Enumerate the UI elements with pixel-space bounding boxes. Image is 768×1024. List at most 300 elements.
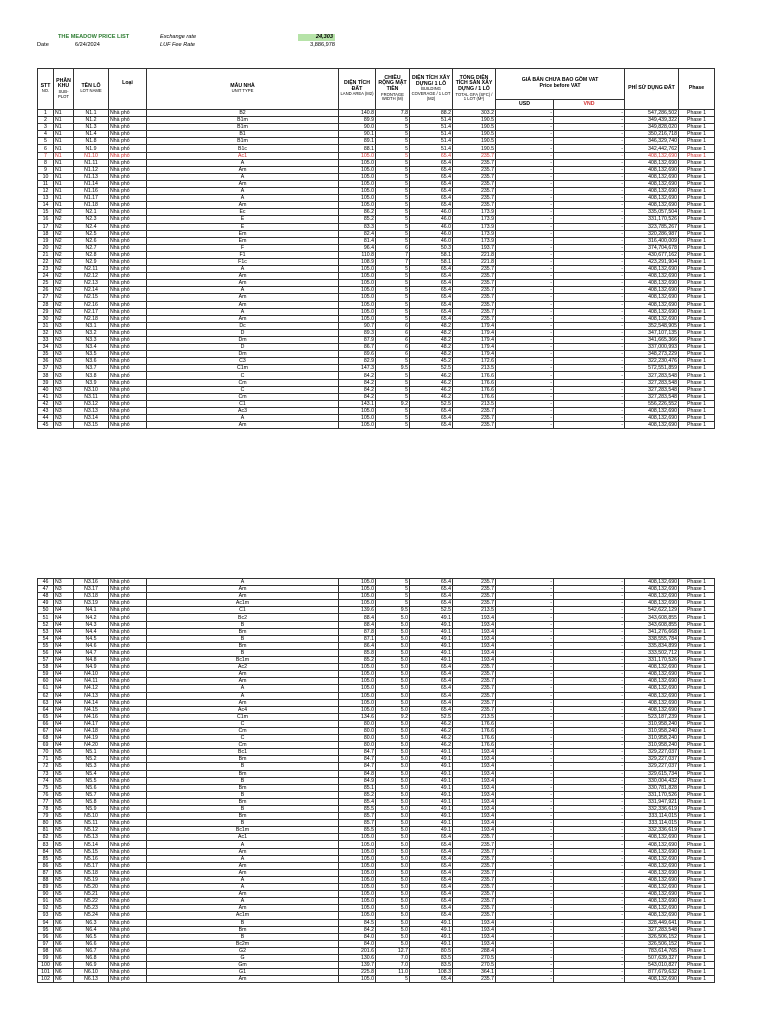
cell-land-fee: 331,170,526 [625,791,679,798]
cell-lot-name: N3.9 [74,379,109,386]
cell-stt: 61 [38,685,54,692]
cell-land-area: 80.0 [339,720,376,727]
table-row [38,131,715,138]
cell-subplot: N5 [54,876,74,883]
cell-coverage: 49.1 [410,649,453,656]
cell-stt: 75 [38,784,54,791]
cell-type: Nhà phố [109,749,147,756]
cell-land-area: 105.0 [339,841,376,848]
cell-subplot: N1 [54,173,74,180]
cell-unit-type: A [147,876,339,883]
cell-land-fee: 408,132,690 [625,166,679,173]
cell-phase: Phase 1 [679,635,715,642]
table-row [38,124,715,131]
cell-subplot: N2 [54,216,74,223]
cell-lot-name: N5.13 [74,834,109,841]
cell-subplot: N5 [54,806,74,813]
cell-price-usd: - [496,848,554,855]
cell-land-fee: 408,132,690 [625,280,679,287]
table-row [38,251,715,258]
cell-lot-name: N4.14 [74,699,109,706]
table-row [38,678,715,685]
cell-subplot: N2 [54,244,74,251]
cell-unit-type: Bc1m [147,827,339,834]
cell-type: Nhà phố [109,962,147,969]
cell-unit-type: Am [147,869,339,876]
cell-land-fee: 327,283,548 [625,379,679,386]
cell-stt: 33 [38,337,54,344]
cell-type: Nhà phố [109,579,147,586]
cell-price-usd: - [496,166,554,173]
cell-unit-type: F [147,244,339,251]
cell-subplot: N3 [54,579,74,586]
cell-phase: Phase 1 [679,266,715,273]
cell-land-fee: 310,958,240 [625,727,679,734]
cell-unit-type: E [147,216,339,223]
cell-land-area: 105.0 [339,422,376,429]
cell-stt: 47 [38,586,54,593]
cell-stt: 70 [38,749,54,756]
cell-unit-type: C [147,386,339,393]
cell-type: Nhà phố [109,827,147,834]
cell-stt: 26 [38,287,54,294]
cell-coverage: 65.4 [410,152,453,159]
col-stt-header: STT NO. [38,69,54,110]
cell-frontage: 5 [376,209,410,216]
cell-land-fee: 523,187,239 [625,713,679,720]
cell-unit-type: A [147,266,339,273]
cell-frontage: 7 [376,251,410,258]
cell-price-vnd: - [554,898,625,905]
cell-phase: Phase 1 [679,628,715,635]
cell-land-fee: 316,400,009 [625,237,679,244]
cell-lot-name: N5.19 [74,876,109,883]
cell-price-usd: - [496,365,554,372]
cell-frontage: 6 [376,322,410,329]
cell-lot-name: N2.14 [74,287,109,294]
cell-gfa: 176.6 [453,735,496,742]
cell-phase: Phase 1 [679,322,715,329]
cell-subplot: N5 [54,834,74,841]
cell-lot-name: N5.20 [74,884,109,891]
cell-subplot: N4 [54,649,74,656]
cell-type: Nhà phố [109,742,147,749]
table-row [38,649,715,656]
cell-coverage: 65.4 [410,287,453,294]
cell-land-area: 130.6 [339,954,376,961]
cell-land-area: 105.0 [339,294,376,301]
cell-lot-name: N2.6 [74,237,109,244]
cell-phase: Phase 1 [679,742,715,749]
cell-phase: Phase 1 [679,962,715,969]
cell-subplot: N4 [54,699,74,706]
cell-type: Nhà phố [109,685,147,692]
cell-gfa: 235.7 [453,600,496,607]
cell-gfa: 193.4 [453,642,496,649]
cell-gfa: 235.7 [453,862,496,869]
cell-price-vnd: - [554,869,625,876]
cell-subplot: N2 [54,266,74,273]
cell-coverage: 45.2 [410,358,453,365]
cell-gfa: 235.7 [453,173,496,180]
cell-type: Nhà phố [109,926,147,933]
cell-land-area: 105.0 [339,593,376,600]
cell-price-usd: - [496,905,554,912]
cell-unit-type: Bc1 [147,749,339,756]
cell-phase: Phase 1 [679,202,715,209]
cell-coverage: 65.4 [410,593,453,600]
cell-subplot: N2 [54,315,74,322]
cell-type: Nhà phố [109,251,147,258]
cell-type: Nhà phố [109,798,147,805]
cell-coverage: 83.5 [410,954,453,961]
cell-phase: Phase 1 [679,664,715,671]
cell-unit-type: Bc1m [147,657,339,664]
cell-subplot: N4 [54,713,74,720]
cell-subplot: N3 [54,358,74,365]
table-row [38,664,715,671]
cell-land-fee: 408,132,690 [625,586,679,593]
cell-lot-name: N4.13 [74,692,109,699]
table-row [38,891,715,898]
cell-price-vnd: - [554,905,625,912]
cell-unit-type: G [147,954,339,961]
cell-coverage: 65.4 [410,905,453,912]
cell-coverage: 46.0 [410,237,453,244]
cell-price-vnd: - [554,926,625,933]
cell-coverage: 49.1 [410,827,453,834]
cell-price-vnd: - [554,379,625,386]
cell-price-usd: - [496,699,554,706]
cell-coverage: 65.4 [410,301,453,308]
cell-lot-name: N5.9 [74,806,109,813]
cell-land-area: 80.0 [339,727,376,734]
cell-price-vnd: - [554,962,625,969]
cell-phase: Phase 1 [679,223,715,230]
cell-coverage: 49.1 [410,798,453,805]
cell-stt: 83 [38,841,54,848]
cell-unit-type: A [147,685,339,692]
cell-price-vnd: - [554,742,625,749]
table-row [38,230,715,237]
cell-subplot: N4 [54,685,74,692]
cell-price-usd: - [496,244,554,251]
cell-subplot: N4 [54,614,74,621]
cell-price-vnd: - [554,365,625,372]
cell-frontage: 5.0 [376,628,410,635]
cell-price-usd: - [496,308,554,315]
cell-unit-type: Ec [147,209,339,216]
cell-coverage: 49.1 [410,642,453,649]
cell-coverage: 65.4 [410,173,453,180]
cell-unit-type: G1 [147,969,339,976]
cell-price-usd: - [496,678,554,685]
cell-lot-name: N5.2 [74,756,109,763]
cell-coverage: 46.2 [410,379,453,386]
cell-price-usd: - [496,152,554,159]
cell-lot-name: N2.13 [74,280,109,287]
cell-coverage: 46.2 [410,742,453,749]
cell-phase: Phase 1 [679,876,715,883]
cell-land-fee: 408,132,690 [625,862,679,869]
cell-gfa: 221.8 [453,258,496,265]
cell-frontage: 5.0 [376,869,410,876]
cell-gfa: 193.4 [453,749,496,756]
cell-lot-name: N5.24 [74,912,109,919]
cell-coverage: 58.1 [410,251,453,258]
cell-price-vnd: - [554,671,625,678]
cell-gfa: 193.4 [453,621,496,628]
cell-lot-name: N2.18 [74,315,109,322]
cell-price-usd: - [496,763,554,770]
cell-phase: Phase 1 [679,905,715,912]
cell-type: Nhà phố [109,607,147,614]
cell-price-vnd: - [554,280,625,287]
cell-unit-type: C [147,735,339,742]
cell-gfa: 193.4 [453,763,496,770]
cell-land-fee: 408,132,690 [625,415,679,422]
cell-land-area: 105.0 [339,848,376,855]
cell-land-fee: 783,614,765 [625,947,679,954]
cell-price-vnd: - [554,180,625,187]
cell-stt: 45 [38,422,54,429]
cell-land-area: 139.6 [339,607,376,614]
table-row [38,862,715,869]
cell-coverage: 65.4 [410,678,453,685]
cell-stt: 4 [38,131,54,138]
cell-phase: Phase 1 [679,976,715,983]
cell-price-usd: - [496,344,554,351]
cell-frontage: 5.0 [376,685,410,692]
cell-lot-name: N2.9 [74,258,109,265]
cell-frontage: 6 [376,351,410,358]
cell-price-vnd: - [554,415,625,422]
cell-gfa: 235.7 [453,152,496,159]
table-row [38,365,715,372]
exchange-rate-label: Exchange rate [160,34,197,40]
cell-price-vnd: - [554,301,625,308]
cell-phase: Phase 1 [679,110,715,117]
cell-price-usd: - [496,777,554,784]
cell-frontage: 5.0 [376,614,410,621]
cell-lot-name: N4.7 [74,649,109,656]
cell-frontage: 5 [376,188,410,195]
cell-land-fee: 408,132,690 [625,159,679,166]
cell-phase: Phase 1 [679,720,715,727]
cell-price-usd: - [496,834,554,841]
cell-lot-name: N5.3 [74,763,109,770]
cell-phase: Phase 1 [679,138,715,145]
cell-lot-name: N4.17 [74,720,109,727]
cell-price-usd: - [496,159,554,166]
table-row [38,216,715,223]
cell-coverage: 83.5 [410,962,453,969]
col-phase-header: Phase [679,69,715,110]
cell-gfa: 235.7 [453,422,496,429]
cell-land-area: 105.0 [339,692,376,699]
cell-stt: 30 [38,315,54,322]
cell-subplot: N5 [54,784,74,791]
cell-coverage: 65.4 [410,834,453,841]
cell-land-area: 84.9 [339,777,376,784]
cell-phase: Phase 1 [679,393,715,400]
cell-coverage: 65.4 [410,685,453,692]
cell-coverage: 46.0 [410,223,453,230]
cell-lot-name: N3.6 [74,358,109,365]
cell-land-fee: 330,781,828 [625,784,679,791]
cell-phase: Phase 1 [679,407,715,414]
cell-phase: Phase 1 [679,301,715,308]
cell-unit-type: Ac3 [147,407,339,414]
table-row [38,329,715,336]
table-row [38,301,715,308]
cell-type: Nhà phố [109,614,147,621]
cell-phase: Phase 1 [679,706,715,713]
table-row [38,784,715,791]
cell-subplot: N4 [54,607,74,614]
cell-subplot: N5 [54,898,74,905]
cell-type: Nhà phố [109,784,147,791]
cell-price-vnd: - [554,166,625,173]
cell-subplot: N2 [54,237,74,244]
cell-coverage: 49.1 [410,749,453,756]
cell-land-area: 105.0 [339,699,376,706]
cell-gfa: 173.9 [453,237,496,244]
col-coverage-header: DIỆN TÍCH XÂY DỰNG/ 1 LÔ BUILDING COVERAGE / 1 LOT (M2) [410,69,453,110]
cell-price-vnd: - [554,124,625,131]
cell-land-area: 90.0 [339,124,376,131]
cell-price-usd: - [496,237,554,244]
cell-frontage: 5 [376,216,410,223]
cell-phase: Phase 1 [679,294,715,301]
cell-coverage: 49.1 [410,628,453,635]
cell-stt: 64 [38,706,54,713]
cell-unit-type: B [147,649,339,656]
cell-unit-type: B [147,820,339,827]
cell-stt: 71 [38,756,54,763]
cell-price-vnd: - [554,287,625,294]
cell-gfa: 235.7 [453,287,496,294]
cell-stt: 15 [38,209,54,216]
cell-land-area: 85.7 [339,820,376,827]
cell-coverage: 49.1 [410,926,453,933]
table-row [38,386,715,393]
cell-coverage: 51.4 [410,131,453,138]
cell-land-fee: 507,639,327 [625,954,679,961]
cell-unit-type: A [147,855,339,862]
cell-frontage: 7 [376,258,410,265]
cell-subplot: N4 [54,742,74,749]
cell-phase: Phase 1 [679,287,715,294]
cell-lot-name: N5.10 [74,813,109,820]
cell-land-fee: 352,548,905 [625,322,679,329]
cell-price-usd: - [496,301,554,308]
cell-type: Nhà phố [109,407,147,414]
cell-frontage: 5.0 [376,912,410,919]
cell-unit-type: B [147,635,339,642]
cell-unit-type: A [147,308,339,315]
cell-phase: Phase 1 [679,386,715,393]
cell-price-vnd: - [554,351,625,358]
table-row [38,671,715,678]
cell-lot-name: N6.5 [74,933,109,940]
cell-coverage: 49.1 [410,940,453,947]
cell-lot-name: N2.5 [74,230,109,237]
cell-frontage: 5 [376,138,410,145]
cell-type: Nhà phố [109,415,147,422]
cell-land-fee: 329,615,734 [625,770,679,777]
cell-price-vnd: - [554,919,625,926]
cell-land-fee: 330,004,432 [625,777,679,784]
cell-land-area: 88.4 [339,614,376,621]
cell-coverage: 51.4 [410,124,453,131]
cell-gfa: 235.7 [453,273,496,280]
cell-land-fee: 408,132,690 [625,308,679,315]
cell-land-fee: 349,828,020 [625,124,679,131]
cell-land-fee: 408,132,690 [625,195,679,202]
table-row [38,706,715,713]
cell-coverage: 48.2 [410,337,453,344]
cell-price-usd: - [496,294,554,301]
cell-stt: 72 [38,763,54,770]
cell-unit-type: C [147,720,339,727]
cell-type: Nhà phố [109,258,147,265]
cell-land-area: 105.0 [339,301,376,308]
cell-type: Nhà phố [109,400,147,407]
cell-gfa: 190.5 [453,124,496,131]
cell-unit-type: B1 [147,131,339,138]
cell-frontage: 5.0 [376,791,410,798]
cell-subplot: N5 [54,912,74,919]
cell-land-area: 89.1 [339,138,376,145]
cell-price-usd: - [496,862,554,869]
cell-stt: 35 [38,351,54,358]
cell-price-usd: - [496,117,554,124]
table-row [38,876,715,883]
cell-gfa: 235.7 [453,841,496,848]
table-row [38,798,715,805]
cell-price-vnd: - [554,848,625,855]
cell-price-vnd: - [554,954,625,961]
cell-land-area: 86.7 [339,344,376,351]
cell-subplot: N1 [54,159,74,166]
cell-price-usd: - [496,579,554,586]
cell-type: Nhà phố [109,166,147,173]
cell-price-usd: - [496,131,554,138]
cell-land-area: 87.8 [339,628,376,635]
cell-gfa: 193.4 [453,827,496,834]
cell-subplot: N4 [54,628,74,635]
cell-gfa: 193.4 [453,926,496,933]
cell-frontage: 5 [376,180,410,187]
cell-frontage: 5 [376,195,410,202]
cell-frontage: 5 [376,117,410,124]
table-row [38,593,715,600]
cell-land-area: 105.0 [339,266,376,273]
cell-price-vnd: - [554,294,625,301]
table-row [38,834,715,841]
cell-land-fee: 547,286,502 [625,110,679,117]
cell-price-vnd: - [554,251,625,258]
cell-subplot: N6 [54,926,74,933]
cell-frontage: 9.5 [376,365,410,372]
cell-land-fee: 327,283,548 [625,372,679,379]
cell-gfa: 193.4 [453,784,496,791]
cell-subplot: N2 [54,209,74,216]
cell-lot-name: N4.19 [74,735,109,742]
cell-lot-name: N1.9 [74,145,109,152]
cell-gfa: 235.7 [453,266,496,273]
